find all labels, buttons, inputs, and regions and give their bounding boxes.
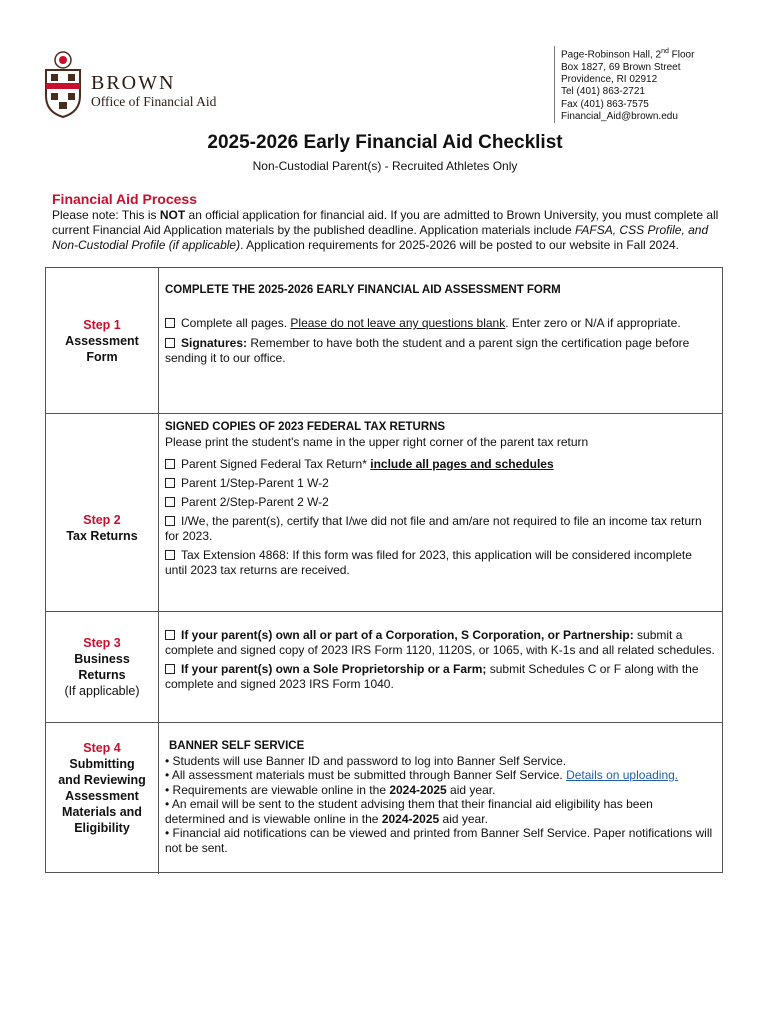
step-2-item-4[interactable]: I/We, the parent(s), certify that I/we did not file and am/are not required to file an income tax return for 2023. [165,514,702,543]
step-1-label [46,268,159,413]
checkbox-icon[interactable] [165,497,175,507]
step-1-title: Assessment Form [65,333,139,364]
step-3-row [46,612,722,723]
checkbox-icon[interactable] [165,516,175,526]
address-email[interactable]: Financial_Aid@brown.edu [561,110,678,122]
step-3-label [46,612,159,722]
step-2-content [165,420,716,578]
step-4-bullet-4: • An email will be sent to the student advising them that their financial aid eligibility has been determined and is viewable online in the 2024-2025 aid year. [165,797,653,826]
page-title: 2025-2026 Early Financial Aid Checklist [207,132,563,153]
step-3-item-1[interactable]: If your parent(s) own all or part of a Corporation, S Corporation, or Partnership: submit a complete and signed copy of 2023 IRS Form 1120, 1120S, or 1065, with K-1s and all related schedules. [165,628,715,657]
step-2-subheading: Please print the student's name in the upper right corner of the parent tax return [165,435,589,449]
step-1-item-1[interactable]: Complete all pages. Please do not leave any questions blank. Enter zero or N/A if appropriate. [165,316,716,331]
step-4-bullet-5: • Financial aid notifications can be viewed and printed from Banner Self Service. Paper notifications will not be sent. [165,826,713,855]
office-name: Office of Financial Aid [91,94,217,109]
step-1-row [46,268,722,414]
step-4-bullet-2: • All assessment materials must be submitted through Banner Self Service. Details on uploading. [165,768,679,782]
address-line-1: Page-Robinson Hall, 2nd Floor [561,48,695,61]
step-2-row [46,414,722,612]
step-4-row [46,723,722,874]
step-2-heading: SIGNED COPIES OF 2023 FEDERAL TAX RETURNS [165,421,446,433]
address-tel: Tel (401) 863-2721 [561,86,645,98]
step-4-bullet-3: • Requirements are viewable online in the 2024-2025 aid year. [165,782,496,797]
step-1-content [165,283,716,366]
section-heading: Financial Aid Process [52,191,197,207]
step-2-item-2[interactable]: Parent 1/Step-Parent 1 W-2 [165,476,716,491]
step-1-name: Step 1 [83,317,121,332]
step-2-item-1[interactable]: Parent Signed Federal Tax Return* include all pages and schedules [165,457,716,472]
checkbox-icon[interactable] [165,478,175,488]
brand-name: BROWN [91,72,176,94]
checkbox-icon[interactable] [165,550,175,560]
office-address [554,46,694,123]
step-2-label [46,414,159,611]
step-3-name: Step 3 [83,636,121,650]
step-3-content [165,628,716,692]
step-4-heading: BANNER SELF SERVICE [169,740,305,752]
checkbox-icon[interactable] [165,338,175,348]
address-line-2: Box 1827, 69 Brown Street [561,61,681,73]
address-line-3: Providence, RI 02912 [561,73,658,85]
step-3-title: Business Returns [74,652,130,682]
step-4-label [46,723,159,874]
step-4-title: Submitting and Reviewing Assessment Materials and Eligibility [58,757,146,835]
step-2-title: Tax Returns [66,528,138,543]
brown-logo [43,50,243,120]
details-uploading-link[interactable]: Details on uploading. [566,768,679,782]
step-1-item-2[interactable]: Signatures: Remember to have both the student and a parent sign the certification page before sending it to our office. [165,336,690,365]
step-4-content [165,739,716,855]
intro-paragraph: Please note: This is NOT an official application for financial aid. If you are admitted to Brown University, you must complete all current Financial Aid Application materials by the published deadline. Application materials include FAFSA, CSS Profile, and Non-Custodial Profile (if applicable). Application requirements for 2025-2026 will be posted to our website in Fall 2024. [52,208,719,252]
checkbox-icon[interactable] [165,664,175,674]
step-2-item-5[interactable]: Tax Extension 4868: If this form was filed for 2023, this application will be considered incomplete until 2023 tax returns are received. [165,548,692,577]
checkbox-icon[interactable] [165,630,175,640]
checklist-table [45,267,723,873]
step-3-item-2[interactable]: If your parent(s) own a Sole Proprietorship or a Farm; submit Schedules C or F along with the complete and signed 2023 IRS Form 1040. [165,662,699,691]
step-1-heading: COMPLETE THE 2025-2026 EARLY FINANCIAL AID ASSESSMENT FORM [165,284,561,296]
checkbox-icon[interactable] [165,459,175,469]
step-4-name: Step 4 [83,741,121,755]
step-4-bullet-1: • Students will use Banner ID and password to log into Banner Self Service. [165,753,567,768]
brown-shield-icon [43,50,83,118]
checkbox-icon[interactable] [165,318,175,328]
step-3-note: (If applicable) [64,684,140,698]
page-subtitle: Non-Custodial Parent(s) - Recruited Athletes Only [252,159,518,173]
step-2-item-3[interactable]: Parent 2/Step-Parent 2 W-2 [165,495,716,510]
step-2-name: Step 2 [83,512,121,527]
address-fax: Fax (401) 863-7575 [561,98,649,110]
